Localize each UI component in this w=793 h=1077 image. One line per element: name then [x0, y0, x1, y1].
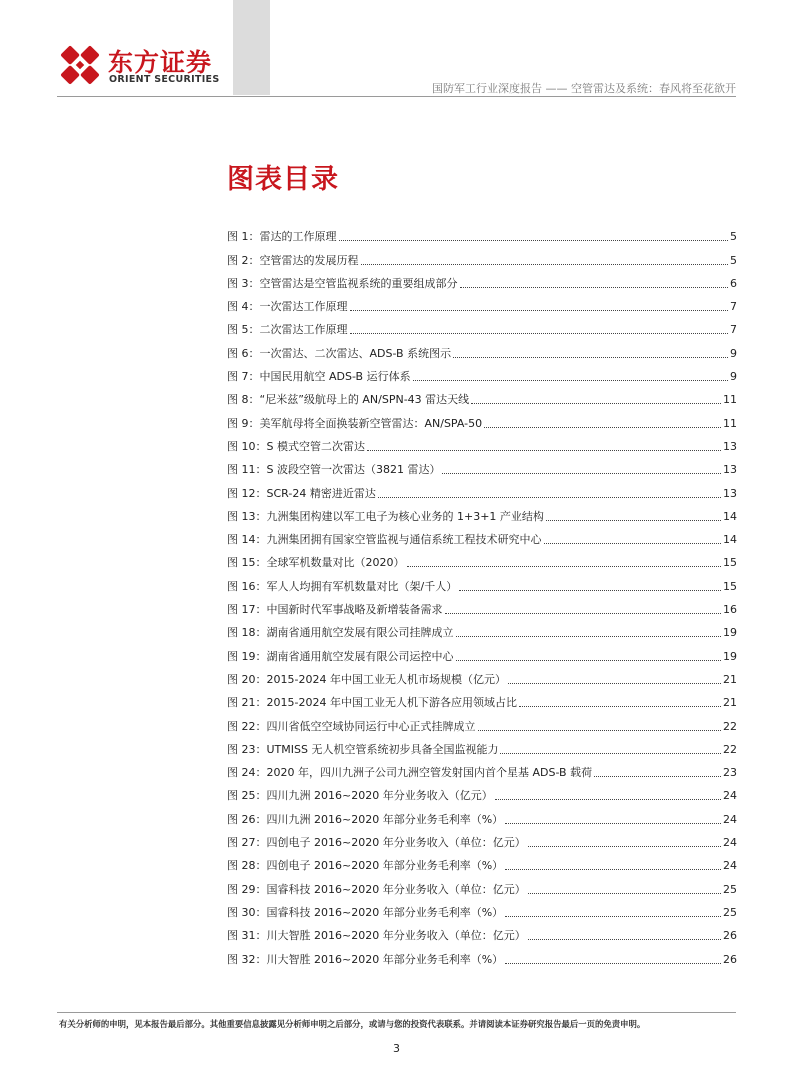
- toc-entry-label: 图 14：九洲集团拥有国家空管监视与通信系统工程技术研究中心: [227, 533, 542, 547]
- toc-entry-label: 图 31：川大智胜 2016~2020 年分业务收入（单位：亿元）: [227, 929, 526, 943]
- page-heading: 图表目录: [227, 164, 339, 195]
- toc-entry[interactable]: [227, 920, 737, 943]
- toc-entry[interactable]: [227, 570, 737, 593]
- toc-entry-page: 13: [723, 439, 737, 453]
- toc-entry-label: 图 18：湖南省通用航空发展有限公司挂牌成立: [227, 626, 454, 640]
- toc-entry-page: 19: [723, 649, 737, 663]
- toc-entry-label: 图 4：一次雷达工作原理: [227, 300, 348, 314]
- toc-dot-leader: [505, 868, 721, 870]
- toc-entry[interactable]: [227, 734, 737, 757]
- toc-dot-leader: [453, 356, 728, 358]
- toc-dot-leader: [460, 286, 729, 288]
- toc-entry[interactable]: [227, 617, 737, 640]
- toc-dot-leader: [508, 682, 721, 684]
- toc-dot-leader: [378, 496, 721, 498]
- toc-entry-label: 图 22：四川省低空空域协同运行中心正式挂牌成立: [227, 719, 476, 733]
- toc-entry-page: 14: [723, 509, 737, 523]
- toc-entry-label: 图 3：空管雷达是空管监视系统的重要组成部分: [227, 276, 458, 290]
- toc-dot-leader: [500, 752, 721, 754]
- toc-dot-leader: [528, 845, 721, 847]
- toc-dot-leader: [528, 938, 721, 940]
- toc-entry-label: 图 17：中国新时代军事战略及新增装备需求: [227, 603, 443, 617]
- toc-entry[interactable]: [227, 664, 737, 687]
- toc-entry-page: 26: [723, 929, 737, 943]
- toc-dot-leader: [528, 892, 721, 894]
- toc-dot-leader: [459, 589, 721, 591]
- toc-entry-label: 图 25：四川九洲 2016~2020 年分业务收入（亿元）: [227, 789, 493, 803]
- toc-entry-page: 11: [723, 393, 737, 407]
- toc-entry[interactable]: [227, 384, 737, 407]
- toc-entry-page: 16: [723, 603, 737, 617]
- toc-entry-label: 图 30：国睿科技 2016~2020 年部分业务毛利率（%）: [227, 905, 504, 919]
- toc-entry-label: 图 15：全球军机数量对比（2020）: [227, 556, 405, 570]
- toc-entry-page: 19: [723, 626, 737, 640]
- toc-entry-page: 15: [723, 579, 737, 593]
- toc-entry[interactable]: [227, 803, 737, 826]
- toc-dot-leader: [478, 729, 722, 731]
- company-logo: [57, 42, 232, 92]
- toc-entry-label: 图 8：“尼米兹”级航母上的 AN/SPN-43 雷达天线: [227, 393, 470, 407]
- toc-dot-leader: [484, 426, 721, 428]
- toc-entry-page: 22: [723, 742, 737, 756]
- toc-entry[interactable]: [227, 873, 737, 896]
- toc-entry[interactable]: [227, 244, 737, 267]
- toc-entry[interactable]: [227, 454, 737, 477]
- toc-entry[interactable]: [227, 221, 737, 244]
- toc-dot-leader: [361, 263, 729, 265]
- toc-dot-leader: [546, 519, 721, 521]
- toc-entry-label: 图 10：S 模式空管二次雷达: [227, 439, 365, 453]
- toc-entry-page: 13: [723, 463, 737, 477]
- toc-entry[interactable]: [227, 407, 737, 430]
- toc-entry-page: 23: [723, 766, 737, 780]
- toc-entry-page: 25: [723, 905, 737, 919]
- toc-entry[interactable]: [227, 524, 737, 547]
- toc-entry-label: 图 20：2015-2024 年中国工业无人机市场规模（亿元）: [227, 672, 506, 686]
- toc-entry-label: 图 21：2015-2024 年中国工业无人机下游各应用领域占比: [227, 696, 517, 710]
- toc-entry[interactable]: [227, 897, 737, 920]
- toc-entry[interactable]: [227, 291, 737, 314]
- toc-entry-page: 7: [730, 323, 737, 337]
- toc-dot-leader: [350, 332, 729, 334]
- page-number: 3: [393, 1042, 400, 1055]
- toc-entry-page: 14: [723, 533, 737, 547]
- disclaimer-text: 有关分析师的申明，见本报告最后部分。其他重要信息披露见分析师申明之后部分，或请与您的投资代表联系。并请阅读本证券研究报告最后一页的免责申明。: [59, 1019, 646, 1029]
- toc-entry-page: 26: [723, 952, 737, 966]
- toc-dot-leader: [505, 915, 721, 917]
- toc-entry-label: 图 5：二次雷达工作原理: [227, 323, 348, 337]
- logo-mark-icon: [57, 42, 103, 88]
- logo-chinese-name: 东方证券: [108, 48, 213, 77]
- toc-entry[interactable]: [227, 501, 737, 524]
- toc-entry-page: 9: [730, 346, 737, 360]
- toc-dot-leader: [544, 542, 722, 544]
- toc-entry-label: 图 27：四创电子 2016~2020 年分业务收入（单位：亿元）: [227, 836, 526, 850]
- toc-entry[interactable]: [227, 827, 737, 850]
- toc-entry-label: 图 13：九洲集团构建以军工电子为核心业务的 1+3+1 产业结构: [227, 509, 544, 523]
- header-divider: [57, 96, 736, 97]
- toc-dot-leader: [505, 962, 721, 964]
- toc-entry[interactable]: [227, 337, 737, 360]
- report-title: 国防军工行业深度报告 —— 空管雷达及系统：春风将至花欲开: [432, 82, 736, 95]
- toc-dot-leader: [413, 379, 728, 381]
- toc-entry-label: 图 23：UTMISS 无人机空管系统初步具备全国监视能力: [227, 742, 499, 756]
- toc-entry-page: 6: [730, 276, 737, 290]
- toc-dot-leader: [471, 402, 721, 404]
- toc-entry[interactable]: [227, 687, 737, 710]
- toc-dot-leader: [456, 635, 722, 637]
- toc-entry[interactable]: [227, 547, 737, 570]
- toc-entry-page: 11: [723, 416, 737, 430]
- toc-entry-page: 21: [723, 696, 737, 710]
- toc-entry-label: 图 7：中国民用航空 ADS-B 运行体系: [227, 370, 411, 384]
- toc-entry-label: 图 19：湖南省通用航空发展有限公司运控中心: [227, 649, 454, 663]
- toc-entry[interactable]: [227, 640, 737, 663]
- toc-entry[interactable]: [227, 314, 737, 337]
- toc-entry-page: 15: [723, 556, 737, 570]
- toc-entry[interactable]: [227, 361, 737, 384]
- toc-entry-page: 24: [723, 859, 737, 873]
- toc-dot-leader: [495, 798, 721, 800]
- toc-entry-label: 图 26：四川九洲 2016~2020 年部分业务毛利率（%）: [227, 812, 504, 826]
- toc-entry-label: 图 32：川大智胜 2016~2020 年部分业务毛利率（%）: [227, 952, 504, 966]
- toc-entry-label: 图 9：美军航母将全面换装新空管雷达：AN/SPA-50: [227, 416, 483, 430]
- toc-entry[interactable]: [227, 477, 737, 500]
- toc-entry-label: 图 28：四创电子 2016~2020 年部分业务毛利率（%）: [227, 859, 504, 873]
- logo-english-name: ORIENT SECURITIES: [109, 74, 220, 85]
- toc-entry-label: 图 24：2020 年，四川九洲子公司九洲空管发射国内首个星基 ADS-B 载荷: [227, 766, 593, 780]
- toc-dot-leader: [445, 612, 722, 614]
- toc-entry-label: 图 12：SCR-24 精密进近雷达: [227, 486, 376, 500]
- footer-divider: [57, 1012, 736, 1013]
- toc-entry-page: 24: [723, 812, 737, 826]
- toc-entry[interactable]: [227, 594, 737, 617]
- header-grey-block: [233, 0, 270, 95]
- toc-entry-page: 24: [723, 789, 737, 803]
- toc-dot-leader: [442, 472, 721, 474]
- toc-entry[interactable]: [227, 757, 737, 780]
- toc-dot-leader: [367, 449, 721, 451]
- toc-entry[interactable]: [227, 431, 737, 454]
- toc-entry-label: 图 11：S 波段空管一次雷达（3821 雷达）: [227, 463, 441, 477]
- toc-entry-label: 图 29：国睿科技 2016~2020 年分业务收入（单位：亿元）: [227, 882, 526, 896]
- toc-entry[interactable]: [227, 268, 737, 291]
- toc-entry-label: 图 2：空管雷达的发展历程: [227, 253, 359, 267]
- toc-dot-leader: [339, 239, 729, 241]
- toc-entry-label: 图 6：一次雷达、二次雷达、ADS-B 系统图示: [227, 346, 452, 360]
- toc-dot-leader: [594, 775, 721, 777]
- toc-dot-leader: [505, 822, 721, 824]
- toc-entry-page: 7: [730, 300, 737, 314]
- toc-entry[interactable]: [227, 943, 737, 966]
- toc-entry-label: 图 16：军人人均拥有军机数量对比（架/千人）: [227, 579, 458, 593]
- toc-entry-page: 25: [723, 882, 737, 896]
- toc-entry[interactable]: [227, 780, 737, 803]
- toc-dot-leader: [350, 309, 729, 311]
- toc-entry-page: 24: [723, 836, 737, 850]
- toc-dot-leader: [519, 705, 721, 707]
- toc-entry-page: 13: [723, 486, 737, 500]
- toc-entry-page: 9: [730, 370, 737, 384]
- toc-entry[interactable]: [227, 710, 737, 733]
- toc-dot-leader: [407, 565, 722, 567]
- toc-entry-page: 21: [723, 672, 737, 686]
- figure-list: [227, 221, 737, 967]
- toc-entry-page: 22: [723, 719, 737, 733]
- toc-entry-label: 图 1：雷达的工作原理: [227, 230, 337, 244]
- toc-dot-leader: [456, 659, 722, 661]
- toc-entry-page: 5: [730, 230, 737, 244]
- toc-entry-page: 5: [730, 253, 737, 267]
- toc-entry[interactable]: [227, 850, 737, 873]
